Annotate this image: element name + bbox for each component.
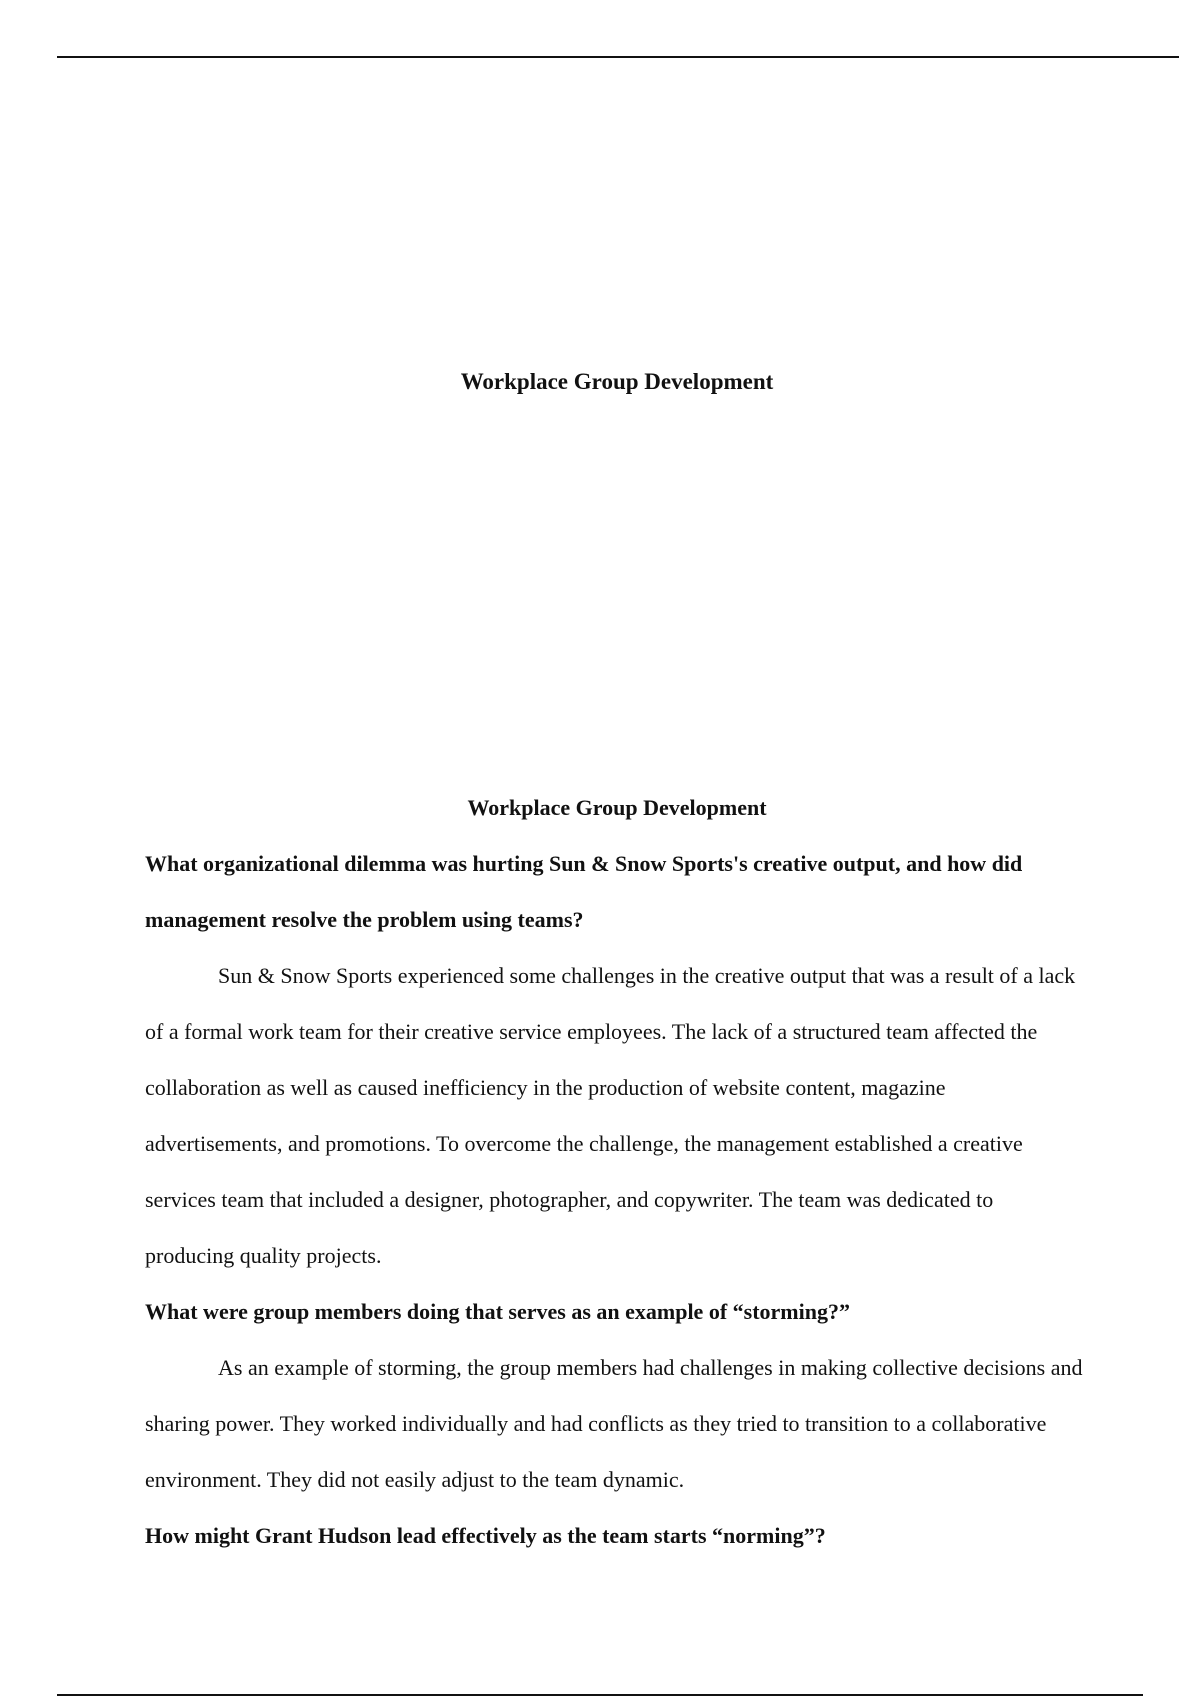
page-top-rule — [57, 56, 1179, 58]
answer-1: Sun & Snow Sports experienced some challenges in the creative output that was a result of a lack of a formal work team for their creative service employees. The lack of a structured team affected the collaboration as well as caused inefficiency in the production of website content, magazine advertisements, and promotions. To overcome the challenge, the management established a creative services team that included a designer, photographer, and copywriter. The team was dedicated to producing quality projects. — [145, 963, 1076, 1268]
title-page-title: Workplace Group Development — [460, 369, 774, 394]
question-2: What were group members doing that serves as an example of “storming?” — [145, 1299, 850, 1324]
page-bottom-rule — [57, 1694, 1143, 1696]
question-1: What organizational dilemma was hurting Sun & Snow Sports's creative output, and how did management resolve the problem using teams? — [145, 851, 1023, 932]
body-heading: Workplace Group Development — [467, 795, 767, 820]
question-3: How might Grant Hudson lead effectively as the team starts “norming”? — [145, 1523, 826, 1548]
answer-2: As an example of storming, the group members had challenges in making collective decisions and sharing power. They worked individually and had conflicts as they tried to transition to a collaborative environment. They did not easily adjust to the team dynamic. — [145, 1355, 1083, 1492]
document-body — [145, 780, 1085, 1564]
